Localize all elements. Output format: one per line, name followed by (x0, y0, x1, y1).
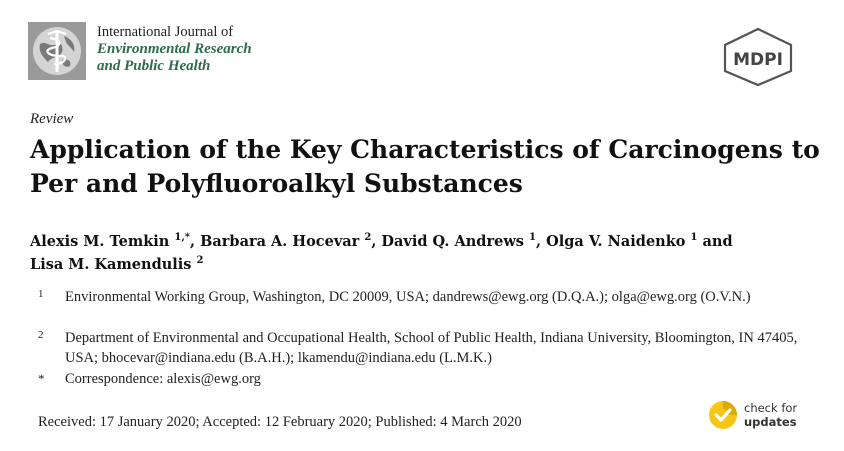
publisher-logo (721, 27, 795, 87)
check-for-label: check for (744, 401, 798, 415)
author-affiliation-mark: 1 (529, 232, 536, 244)
affiliation-2-text: Department of Environmental and Occupational Health, School of Public Health, Indiana University, Bloomington, IN 47405, USA; bhocevar@indiana.edu (B.A.H.); lkamendu@indiana.edu (L.M.K.) (65, 330, 798, 366)
checkmark-icon (707, 399, 739, 431)
affiliation-1 (38, 287, 818, 307)
author-list (30, 230, 820, 276)
correspondence (38, 369, 818, 389)
author-affiliation-mark: 1,* (174, 232, 191, 244)
author-name[interactable]: Alexis M. Temkin (30, 233, 170, 250)
article-type: Review (30, 111, 74, 127)
journal-name-line2: Environmental Research (97, 41, 252, 57)
correspondence-mark: * (38, 371, 45, 386)
journal-name-line3: and Public Health (97, 58, 211, 74)
check-for-updates-button[interactable] (707, 398, 817, 434)
author-affiliation-mark: 1 (690, 232, 698, 244)
author-name[interactable]: Barbara A. Hocevar (200, 233, 360, 250)
publication-dates: Received: 17 January 2020; Accepted: 12 February 2020; Published: 4 March 2020 (38, 414, 522, 430)
correspondence-text: Correspondence: alexis@ewg.org (65, 371, 261, 387)
author-name[interactable]: David Q. Andrews (381, 233, 524, 250)
affiliation-2 (38, 328, 818, 368)
author-separator: , (371, 233, 382, 250)
affiliation-1-text: Environmental Working Group, Washington, DC 20009, USA; dandrews@ewg.org (D.Q.A.); olga@ewg.org (O.V.N.) (65, 289, 751, 305)
journal-logo-icon (28, 22, 86, 80)
affiliation-2-mark: 2 (38, 329, 44, 341)
updates-label: updates (744, 415, 797, 429)
article-title: Application of the Key Characteristics of Carcinogens to Per and Polyfluoroalkyl Substances (30, 135, 820, 198)
publisher-name: MDPI (733, 50, 783, 70)
author-separator: , (536, 233, 547, 250)
author-name[interactable]: Lisa M. Kamendulis (30, 256, 192, 273)
affiliation-1-mark: 1 (38, 288, 44, 300)
author-name[interactable]: Olga V. Naidenko (546, 233, 686, 250)
author-separator: and (697, 233, 733, 250)
journal-name (97, 24, 252, 75)
author-separator: , (190, 233, 201, 250)
author-affiliation-mark: 2 (196, 255, 204, 267)
author-affiliation-mark: 2 (364, 232, 372, 244)
journal-name-line1: International Journal of (97, 24, 234, 40)
